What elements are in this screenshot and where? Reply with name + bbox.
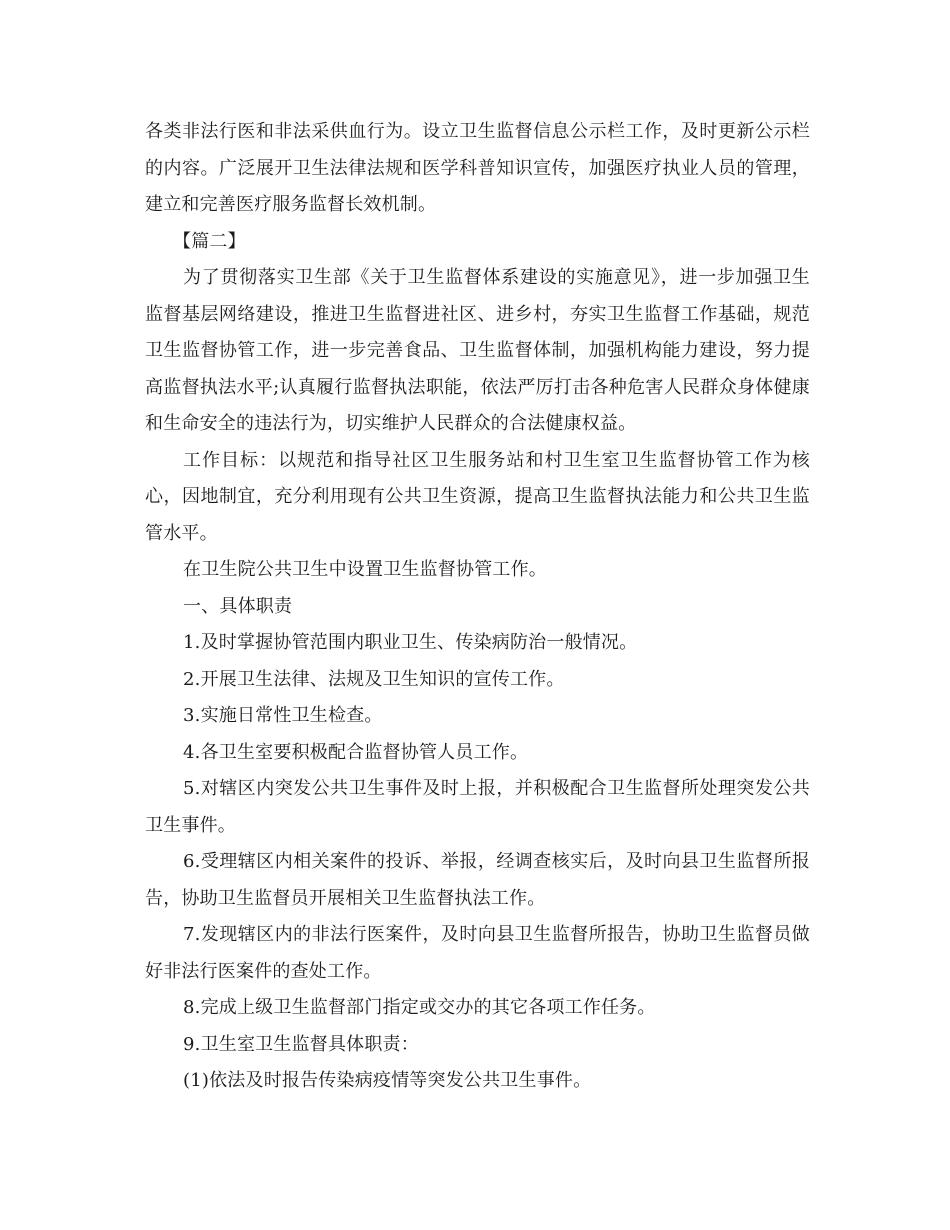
document-body <box>145 114 810 1100</box>
sub-list-item: (1)依法及时报告传染病疫情等突发公共卫生事件。 <box>183 1070 592 1091</box>
paragraph-setup: 在卫生院公共卫生中设置卫生监督协管工作。 <box>183 559 547 580</box>
paragraph-continuation: 各类非法行医和非法采供血行为。设立卫生监督信息公示栏工作，及时更新公示栏的内容。广泛展开卫生法律法规和医学科普知识宣传，加强医疗执业人员的管理，建立和完善医疗服务监督长效机制。 <box>145 121 810 215</box>
section-heading-part-two: 【篇二】 <box>173 230 246 252</box>
list-item: 6.受理辖区内相关案件的投诉、举报，经调查核实后，及时向县卫生监督所报告，协助卫生监督员开展相关卫生监督执法工作。 <box>145 851 810 909</box>
list-item: 4.各卫生室要积极配合监督协管人员工作。 <box>183 741 529 763</box>
paragraph-intro: 为了贯彻落实卫生部《关于卫生监督体系建设的实施意见》，进一步加强卫生监督基层网络建设，推进卫生监督进社区、进乡村，夯实卫生监督工作基础，规范卫生监督协管工作，进一步完善食品、卫生监督体制，加强机构能力建设，努力提高监督执法水平;认真履行监督执法职能，依法严厉打击各种危害人民群众身体健康和生命安全的违法行为，切实维护人民群众的合法健康权益。 <box>145 267 810 434</box>
list-item: 7.发现辖区内的非法行医案件，及时向县卫生监督所报告，协助卫生监督员做好非法行医案件的查处工作。 <box>145 924 810 982</box>
list-heading-duties: 一、具体职责 <box>183 595 293 617</box>
list-item: 2.开展卫生法律、法规及卫生知识的宣传工作。 <box>183 668 565 690</box>
list-item: 9.卫生室卫生监督具体职责： <box>183 1033 419 1055</box>
list-item: 5.对辖区内突发公共卫生事件及时上报，并积极配合卫生监督所处理突发公共卫生事件。 <box>145 778 810 836</box>
list-item: 8.完成上级卫生监督部门指定或交办的其它各项工作任务。 <box>183 997 656 1018</box>
list-item: 3.实施日常性卫生检查。 <box>183 705 383 726</box>
list-item: 1.及时掌握协管范围内职业卫生、传染病防治一般情况。 <box>183 632 638 653</box>
paragraph-work-goal: 工作目标：以规范和指导社区卫生服务站和村卫生室卫生监督协管工作为核心，因地制宜，充分利用现有公共卫生资源，提高卫生监督执法能力和公共卫生监管水平。 <box>145 449 810 544</box>
